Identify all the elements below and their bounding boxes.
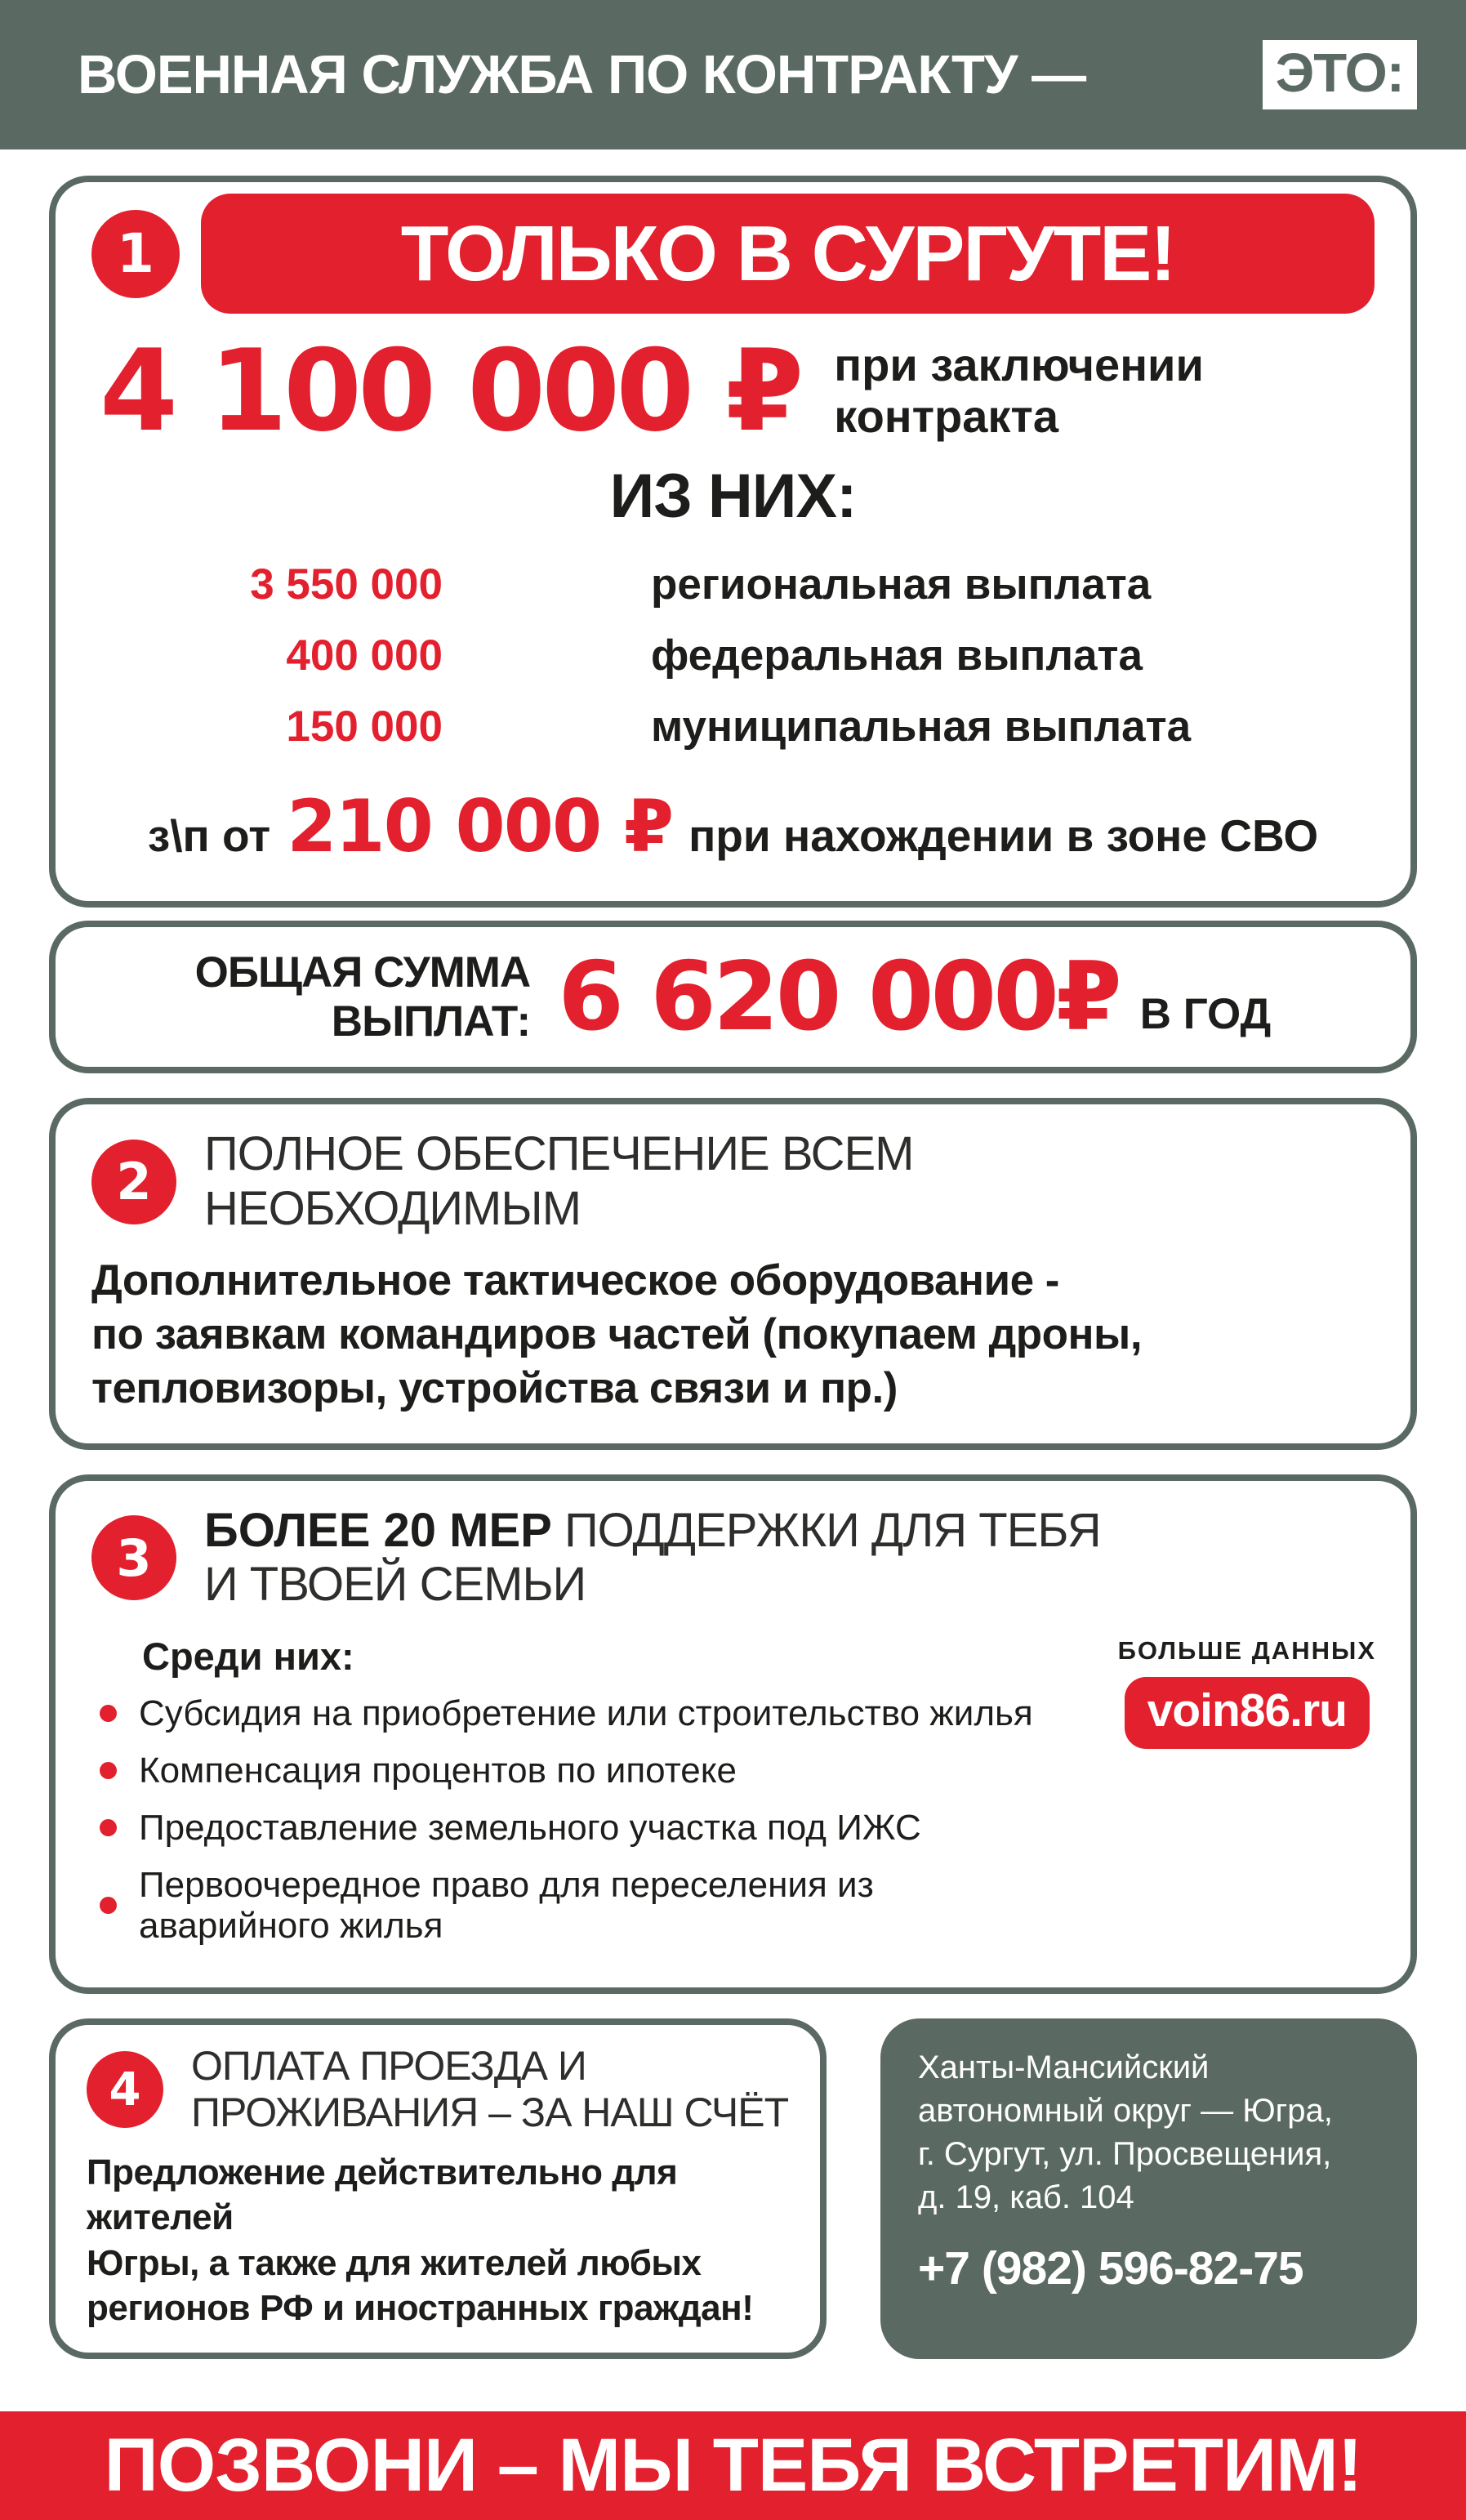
section-4-row bbox=[49, 2018, 1417, 2359]
header-title-text: ВОЕННАЯ СЛУЖБА ПО КОНТРАКТУ — bbox=[78, 44, 1086, 105]
section-4-number-badge: 4 bbox=[87, 2051, 163, 2128]
contact-address-line4: д. 19, каб. 104 bbox=[918, 2179, 1134, 2216]
bullet-dot-icon bbox=[100, 1762, 117, 1779]
breakdown-title: ИЗ НИХ: bbox=[609, 462, 857, 531]
section-4-box bbox=[49, 2018, 827, 2359]
payment-amount: 3 550 000 bbox=[250, 560, 443, 609]
contract-amount-note-line1: при заключении bbox=[834, 339, 1204, 391]
list-item bbox=[100, 1865, 1072, 1947]
total-sum-label bbox=[195, 948, 531, 1046]
bullet-dot-icon bbox=[100, 1897, 117, 1914]
section-1-number-badge: 1 bbox=[91, 210, 180, 298]
section-4-title-line2: ПРОЖИВАНИЯ – ЗА НАШ СЧЁТ bbox=[191, 2090, 789, 2136]
section-3-title-light1: ПОДДЕРЖКИ ДЛЯ ТЕБЯ bbox=[564, 1503, 1101, 1557]
section-2-body-line2: по заявкам командиров частей (покупаем дроны, bbox=[91, 1310, 1143, 1359]
salary-amount: 210 000 ₽ bbox=[287, 784, 673, 868]
total-sum-label-line1: ОБЩАЯ СУММА bbox=[194, 948, 531, 997]
contact-address bbox=[918, 2046, 1379, 2220]
section-3-number-badge: 3 bbox=[91, 1515, 176, 1600]
header-badge-eto: ЭТО: bbox=[1263, 40, 1417, 109]
website-badge: voin86.ru bbox=[1125, 1677, 1370, 1749]
section-2-body-line1: Дополнительное тактическое оборудование - bbox=[91, 1256, 1059, 1305]
section-2-title-line2: НЕОБХОДИМЫМ bbox=[204, 1181, 581, 1235]
section-3-header-row bbox=[91, 1504, 1375, 1612]
footer-slogan: ПОЗВОНИ – МЫ ТЕБЯ ВСТРЕТИМ! bbox=[104, 2423, 1362, 2507]
contract-amount-row bbox=[100, 325, 1375, 457]
section-4-title-line1: ОПЛАТА ПРОЕЗДА И bbox=[191, 2042, 586, 2089]
salary-prefix: з\п от bbox=[147, 810, 271, 861]
section-2-number-badge: 2 bbox=[91, 1140, 176, 1224]
section-3-box bbox=[49, 1474, 1417, 1994]
total-sum-amount: 6 620 000₽ bbox=[558, 942, 1119, 1052]
section-3-title-light2: И ТВОЕЙ СЕМЬИ bbox=[204, 1558, 586, 1612]
list-item bbox=[100, 1751, 1072, 1791]
total-sum-box bbox=[49, 921, 1417, 1073]
section-4-header-row bbox=[87, 2043, 789, 2137]
benefit-text: Компенсация процентов по ипотеке bbox=[139, 1750, 737, 1791]
header-title bbox=[78, 40, 1417, 109]
footer-band bbox=[0, 2411, 1466, 2520]
section-2-title bbox=[204, 1127, 914, 1236]
total-sum-suffix: В ГОД bbox=[1139, 990, 1272, 1038]
section-1-header-row bbox=[91, 194, 1375, 314]
contract-amount-note-line2: контракта bbox=[834, 390, 1058, 442]
payment-amount: 150 000 bbox=[286, 702, 443, 751]
section-2-body-line3: тепловизоры, устройства связи и пр.) bbox=[91, 1363, 898, 1412]
contract-amount: 4 100 000 ₽ bbox=[100, 325, 800, 457]
section-3-title bbox=[204, 1504, 1101, 1612]
payment-amount: 400 000 bbox=[286, 631, 443, 680]
section-2-box bbox=[49, 1098, 1417, 1450]
contact-phone: +7 (982) 596-82-75 bbox=[918, 2241, 1303, 2295]
section-2-title-line1: ПОЛНОЕ ОБЕСПЕЧЕНИЕ ВСЕМ bbox=[204, 1127, 914, 1180]
salary-line bbox=[91, 784, 1375, 868]
list-item bbox=[100, 1808, 1072, 1849]
section-4-body bbox=[87, 2150, 789, 2331]
benefit-text: Первоочередное право для переселения из аварийного жилья bbox=[139, 1864, 874, 1946]
contact-address-line3: г. Сургут, ул. Просвещения, bbox=[918, 2136, 1332, 2173]
payment-label: региональная выплата bbox=[651, 560, 1152, 609]
bullet-dot-icon bbox=[100, 1705, 117, 1722]
payment-label: федеральная выплата bbox=[651, 631, 1143, 680]
header-band bbox=[0, 0, 1466, 149]
section-4-title bbox=[191, 2043, 788, 2137]
section-3-title-line1 bbox=[204, 1504, 1101, 1559]
benefit-text: Предоставление земельного участка под ИЖС bbox=[139, 1807, 921, 1848]
section-3-title-bold: БОЛЕЕ 20 МЕР bbox=[204, 1503, 552, 1557]
bullet-dot-icon bbox=[100, 1819, 117, 1836]
list-item bbox=[100, 1693, 1072, 1734]
section-2-body bbox=[91, 1254, 1375, 1415]
salary-suffix: при нахождении в зоне СВО bbox=[688, 810, 1319, 861]
contract-amount-note bbox=[834, 340, 1204, 442]
contact-address-line1: Ханты-Мансийский bbox=[918, 2049, 1210, 2085]
section-4-body-line3: регионов РФ и иностранных граждан! bbox=[87, 2288, 754, 2329]
contact-box bbox=[880, 2018, 1417, 2359]
website-block bbox=[1118, 1636, 1376, 1749]
section-2-header-row bbox=[91, 1127, 1375, 1236]
section-1-box bbox=[49, 176, 1417, 908]
total-sum-label-line2: ВЫПЛАТ: bbox=[331, 997, 531, 1046]
section-4-body-line2: Югры, а также для жителей любых bbox=[87, 2242, 702, 2283]
payment-label: муниципальная выплата bbox=[651, 702, 1192, 751]
only-in-surgut-banner: ТОЛЬКО В СУРГУТЕ! bbox=[201, 194, 1375, 314]
among-them-label: Среди них: bbox=[142, 1634, 354, 1678]
benefit-text: Субсидия на приобретение или строительство жилья bbox=[139, 1693, 1033, 1733]
section-4-body-line1: Предложение действительно для жителей bbox=[87, 2152, 678, 2238]
payments-table bbox=[91, 560, 1375, 752]
contact-address-line2: автономный округ — Югра, bbox=[918, 2093, 1333, 2130]
more-data-label: БОЛЬШЕ ДАННЫХ bbox=[1117, 1635, 1376, 1665]
